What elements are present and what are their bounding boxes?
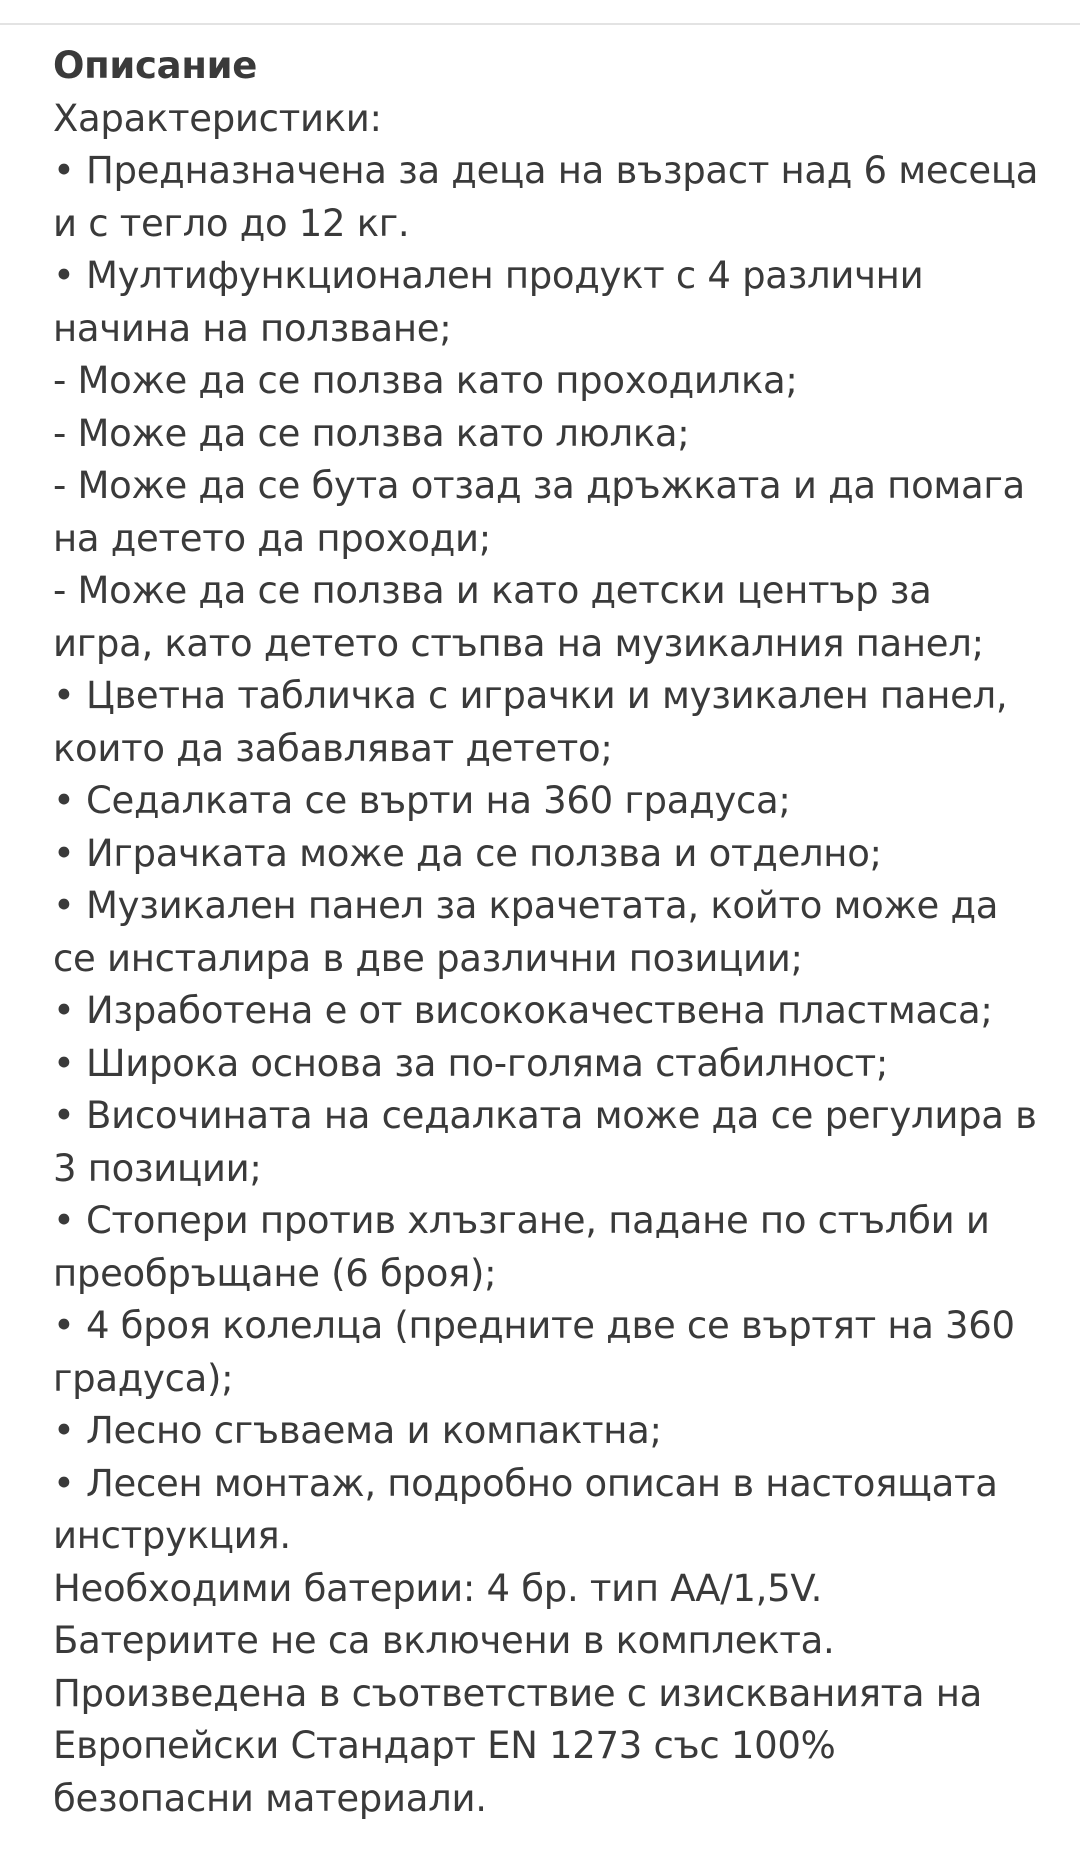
description-line: Характеристики:	[53, 96, 382, 140]
description-line: 3 позиции;	[53, 1146, 262, 1190]
description-line: които да забавляват детето;	[53, 726, 613, 770]
description-line: • Седалката се върти на 360 градуса;	[53, 779, 791, 822]
description-line: - Може да се ползва като проходилка;	[53, 359, 798, 402]
description-line: • 4 броя колелца (предните две се въртят на 360	[53, 1304, 1015, 1347]
product-description	[53, 40, 1043, 1825]
description-line: преобръщане (6 броя);	[53, 1251, 497, 1295]
description-line: • Височината на седалката може да се регулира в	[53, 1094, 1037, 1137]
description-line: • Цветна табличка с играчки и музикален панел,	[53, 674, 1008, 717]
description-line: инструкция.	[53, 1514, 291, 1557]
description-line: • Музикален панел за крачетата, който може да	[53, 884, 999, 927]
description-line: се инсталира в две различни позиции;	[53, 936, 803, 980]
description-line: безопасни материали.	[53, 1776, 487, 1820]
description-line: и с тегло до 12 кг.	[53, 201, 410, 245]
description-line: - Може да се бута отзад за дръжката и да помага	[53, 464, 1025, 507]
description-line: Европейски Стандарт EN 1273 със 100%	[53, 1724, 836, 1767]
description-line: Произведена в съответствие с изискванията на	[53, 1671, 983, 1715]
description-line: - Може да се ползва и като детски център за	[53, 569, 932, 612]
top-divider	[0, 23, 1080, 25]
description-line: • Лесно сгъваема и компактна;	[53, 1409, 662, 1452]
description-line: • Широка основа за по-голяма стабилност;	[53, 1041, 889, 1085]
description-line: градуса);	[53, 1356, 234, 1400]
description-line: • Предназначена за деца на възраст над 6 месеца	[53, 149, 1039, 192]
description-line: • Стопери против хлъзгане, падане по стълби и	[53, 1199, 990, 1242]
description-line: Необходими батерии: 4 бр. тип АА/1,5V.	[53, 1566, 823, 1610]
description-line: Батериите не са включени в комплекта.	[53, 1619, 835, 1662]
description-line: игра, като детето стъпва на музикалния панел;	[53, 621, 984, 665]
description-line: • Изработена е от висококачествена пластмаса;	[53, 989, 993, 1032]
description-line: • Мултифункционален продукт с 4 различни	[53, 254, 924, 297]
description-line: на детето да проходи;	[53, 516, 491, 560]
description-line: • Лесен монтаж, подробно описан в настоящата	[53, 1461, 998, 1505]
description-line: • Играчката може да се ползва и отделно;	[53, 831, 882, 875]
description-line: - Може да се ползва като люлка;	[53, 411, 690, 455]
description-line: начина на ползване;	[53, 306, 452, 350]
description-title: Описание	[53, 44, 258, 87]
